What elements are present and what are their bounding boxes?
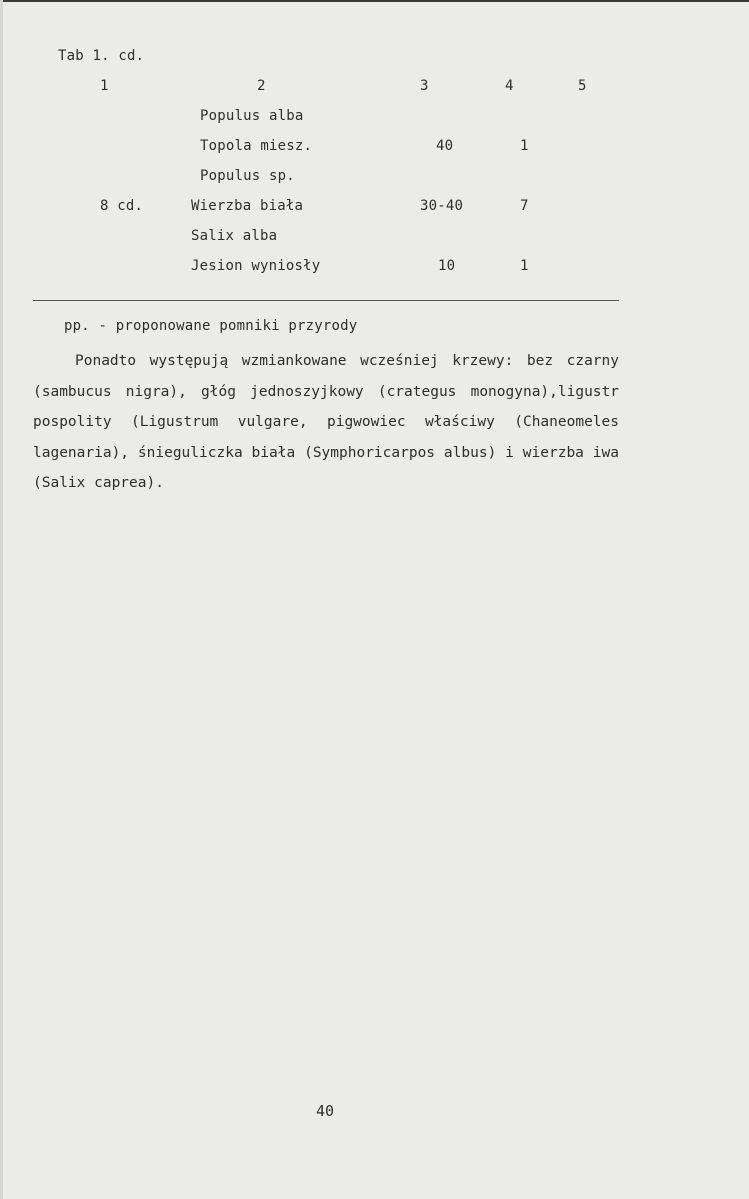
paragraph-line: lagenaria), śnieguliczka biała (Symphoricarpos albus) i wierzba iwa: [33, 444, 619, 461]
table-cell-col1: 8 cd.: [100, 198, 144, 214]
paragraph-line: pospolity (Ligustrum vulgare, pigwowiec właściwy (Chaneomeles: [33, 414, 619, 430]
table-cell-species: Wierzba biała: [191, 198, 304, 214]
table-cell-col3: 30-40: [420, 198, 464, 214]
table-cell-species: Populus sp.: [200, 168, 295, 184]
footnote: pp. - proponowane pomniki przyrody: [64, 318, 358, 334]
table-cell-species: Topola miesz.: [200, 138, 313, 154]
column-header-1: 1: [100, 78, 109, 94]
paragraph-line: (Salix caprea).: [33, 475, 164, 491]
table-cell-col3: 10: [438, 258, 456, 274]
column-header-5: 5: [578, 78, 587, 94]
paragraph-line: Ponadto występują wzmiankowane wcześniej krzewy: bez czarny: [75, 353, 619, 369]
table-cell-col3: 40: [436, 138, 454, 154]
table-bottom-rule: [33, 300, 619, 301]
table-cell-col4: 1: [520, 258, 529, 274]
column-header-3: 3: [420, 78, 429, 94]
table-cell-species: Jesion wyniosły: [191, 258, 321, 274]
table-cell-species: Salix alba: [191, 228, 278, 244]
table-caption: Tab 1. cd.: [58, 48, 145, 64]
table-cell-col4: 7: [520, 198, 529, 214]
body-paragraph: [33, 346, 619, 499]
table-cell-col4: 1: [520, 138, 529, 154]
column-header-4: 4: [505, 78, 514, 94]
page-number: 40: [316, 1102, 335, 1120]
left-page-edge: [0, 0, 3, 1199]
top-border: [0, 0, 749, 2]
paragraph-line: (sambucus nigra), głóg jednoszyjkowy (crategus monogyna),ligustr: [33, 383, 619, 400]
column-header-2: 2: [257, 78, 266, 94]
table-cell-species: Populus alba: [200, 108, 304, 124]
